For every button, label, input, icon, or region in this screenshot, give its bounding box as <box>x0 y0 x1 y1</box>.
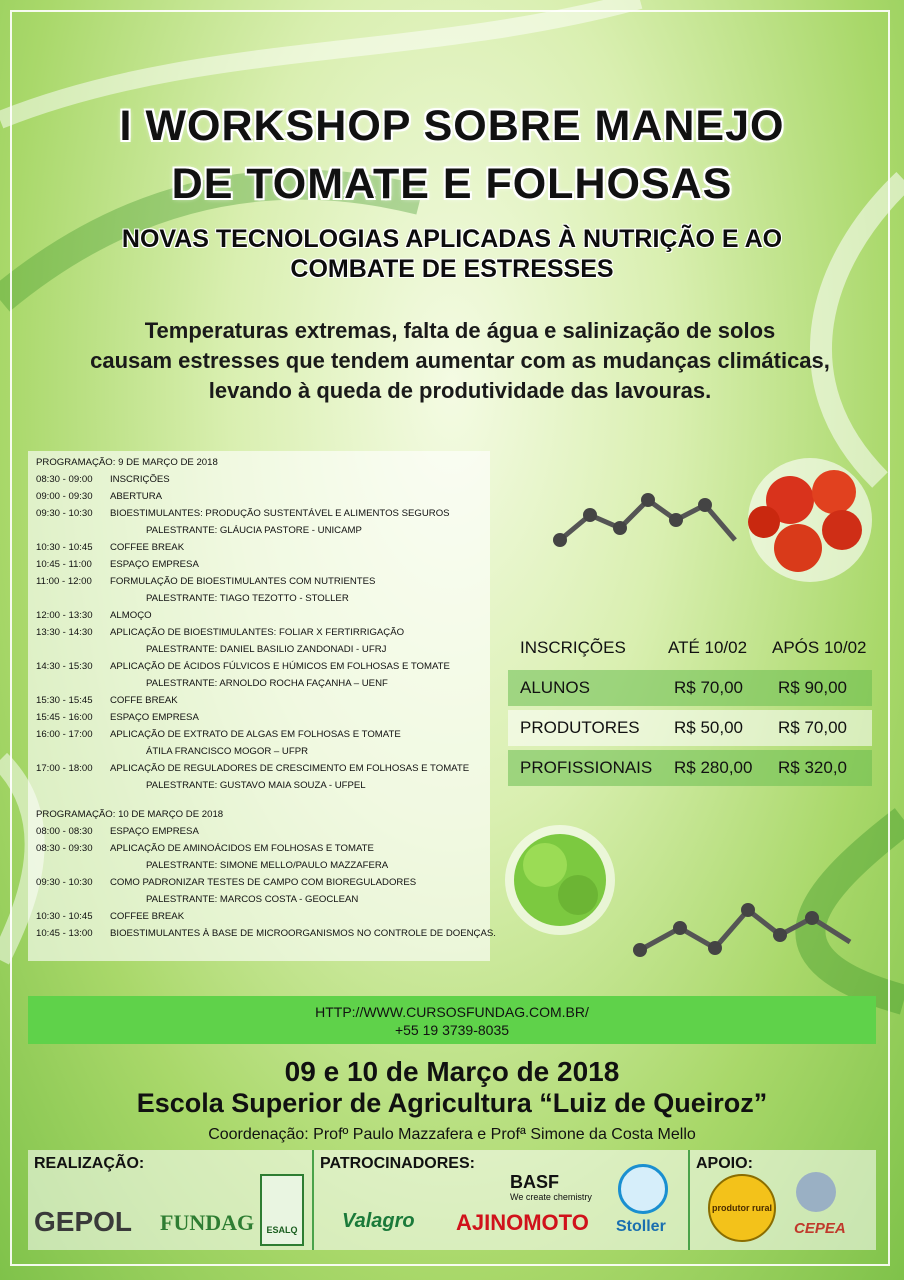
schedule-row <box>36 576 375 587</box>
schedule-activity: ALMOÇO <box>110 610 152 621</box>
title-line-2: DE TOMATE E FOLHOSAS <box>171 160 733 208</box>
schedule-speaker: PALESTRANTE: TIAGO TEZOTTO - STOLLER <box>146 593 349 604</box>
schedule-row <box>36 610 152 621</box>
schedule-speaker-row <box>36 746 308 757</box>
schedule-activity: BIOESTIMULANTES: PRODUÇÃO SUSTENTÁVEL E ALIMENTOS SEGUROS <box>110 508 450 519</box>
schedule-speaker-row <box>36 894 358 905</box>
schedule-row <box>36 729 401 740</box>
schedule-activity: INSCRIÇÕES <box>110 474 170 485</box>
schedule-time: 16:00 - 17:00 <box>36 729 93 740</box>
schedule-speaker: PALESTRANTE: ARNOLDO ROCHA FAÇANHA – UENF <box>146 678 388 689</box>
pricing-cell: ALUNOS <box>520 678 590 697</box>
pricing-row <box>508 750 872 786</box>
pricing-row <box>508 670 872 706</box>
schedule-speaker: PALESTRANTE: GUSTAVO MAIA SOUZA - UFPEL <box>146 780 366 791</box>
schedule-time: 09:30 - 10:30 <box>36 877 93 888</box>
stoller-icon <box>618 1164 668 1214</box>
pricing-cell: R$ 70,00 <box>778 718 847 737</box>
day1-header: PROGRAMAÇÃO: 9 DE MARÇO DE 2018 <box>36 457 218 468</box>
produtor-rural-logo: produtor rural <box>708 1174 776 1242</box>
schedule-row <box>36 911 184 922</box>
schedule-time: 09:30 - 10:30 <box>36 508 93 519</box>
schedule-row <box>36 712 199 723</box>
schedule-row <box>36 843 374 854</box>
schedule-speaker-row <box>36 593 349 604</box>
schedule-speaker: ÁTILA FRANCISCO MOGOR – UFPR <box>146 746 309 757</box>
schedule-speaker: PALESTRANTE: DANIEL BASILIO ZANDONADI - UFRJ <box>146 644 387 655</box>
schedule-activity: ESPAÇO EMPRESA <box>110 559 199 570</box>
schedule-activity: APLICAÇÃO DE ÁCIDOS FÚLVICOS E HÚMICOS EM FOLHOSAS E TOMATE <box>110 661 450 672</box>
intro-line-1: Temperaturas extremas, falta de água e salinização de solos <box>144 318 776 343</box>
pricing-cell: R$ 90,00 <box>778 678 847 697</box>
title-line-1: I WORKSHOP SOBRE MANEJO <box>119 102 785 150</box>
intro-line-2: causam estresses que tendem aumentar com as mudanças climáticas, <box>90 348 830 373</box>
schedule-time: 10:30 - 10:45 <box>36 911 93 922</box>
schedule-time: 08:30 - 09:00 <box>36 474 93 485</box>
patrocinadores-label: PATROCINADORES: <box>320 1155 475 1172</box>
schedule-activity: APLICAÇÃO DE AMINOÁCIDOS EM FOLHOSAS E TOMATE <box>110 843 374 854</box>
event-coordination: Coordenação: Profº Paulo Mazzafera e Profª Simone da Costa Mello <box>208 1126 696 1143</box>
schedule-speaker-row <box>36 678 388 689</box>
program-schedule <box>28 451 496 961</box>
schedule-time: 12:00 - 13:30 <box>36 610 93 621</box>
pricing-header-cell: APÓS 10/02 <box>772 638 867 657</box>
apoio-label: APOIO: <box>696 1155 753 1172</box>
pricing-cell: R$ 70,00 <box>674 678 743 697</box>
schedule-speaker-row <box>36 644 386 655</box>
schedule-row <box>36 627 404 638</box>
pricing-cell: R$ 280,00 <box>674 758 753 777</box>
schedule-activity: FORMULAÇÃO DE BIOESTIMULANTES COM NUTRIENTES <box>110 576 376 587</box>
schedule-time: 08:00 - 08:30 <box>36 826 93 837</box>
sponsor-divider <box>312 1150 314 1250</box>
gepol-logo: GEPOL <box>34 1206 133 1237</box>
subtitle-line-2: COMBATE DE ESTRESSES <box>290 255 614 283</box>
pricing-row <box>508 710 872 746</box>
sponsors-strip <box>28 1150 876 1250</box>
pricing-header-cell: ATÉ 10/02 <box>668 638 748 657</box>
schedule-activity: ABERTURA <box>110 491 163 502</box>
schedule-row <box>36 877 416 888</box>
pricing-header-cell: INSCRIÇÕES <box>520 638 626 657</box>
schedule-time: 15:45 - 16:00 <box>36 712 93 723</box>
schedule-time: 17:00 - 18:00 <box>36 763 93 774</box>
schedule-row <box>36 542 184 553</box>
schedule-row <box>36 763 469 774</box>
event-venue: Escola Superior de Agricultura “Luiz de Queiroz” <box>136 1088 768 1118</box>
schedule-row <box>36 559 199 570</box>
schedule-row <box>36 928 496 939</box>
schedule-time: 08:30 - 09:30 <box>36 843 93 854</box>
schedule-row <box>36 661 450 672</box>
pricing-cell: PRODUTORES <box>520 718 640 737</box>
schedule-row <box>36 826 199 837</box>
schedule-row <box>36 491 162 502</box>
subtitle-line-1: NOVAS TECNOLOGIAS APLICADAS À NUTRIÇÃO E AO <box>121 225 783 253</box>
schedule-time: 11:00 - 12:00 <box>36 576 92 587</box>
pricing-cell: R$ 320,0 <box>778 758 847 777</box>
event-date: 09 e 10 de Março de 2018 <box>284 1056 620 1087</box>
schedule-time: 13:30 - 14:30 <box>36 627 93 638</box>
pricing-table <box>508 628 872 800</box>
schedule-speaker: PALESTRANTE: SIMONE MELLO/PAULO MAZZAFERA <box>146 860 389 871</box>
schedule-activity: APLICAÇÃO DE REGULADORES DE CRESCIMENTO EM FOLHOSAS E TOMATE <box>110 763 470 774</box>
schedule-speaker-row <box>36 525 362 536</box>
schedule-time: 15:30 - 15:45 <box>36 695 93 706</box>
schedule-activity: APLICAÇÃO DE BIOESTIMULANTES: FOLIAR X FERTIRRIGAÇÃO <box>110 627 405 638</box>
schedule-activity: ESPAÇO EMPRESA <box>110 826 199 837</box>
cepea-globe-icon <box>796 1172 836 1212</box>
schedule-activity: BIOESTIMULANTES À BASE DE MICROORGANISMOS NO CONTROLE DE DOENÇAS. <box>110 928 496 939</box>
contact-bar <box>28 996 876 1044</box>
schedule-time: 10:45 - 11:00 <box>36 559 92 570</box>
schedule-time: 10:30 - 10:45 <box>36 542 93 553</box>
stoller-logo: Stoller <box>616 1218 666 1235</box>
fundag-logo: FUNDAG <box>160 1210 255 1235</box>
schedule-time: 10:45 - 13:00 <box>36 928 93 939</box>
website-link[interactable]: HTTP://WWW.CURSOSFUNDAG.COM.BR/ <box>315 1004 589 1020</box>
schedule-row <box>36 695 178 706</box>
cepea-logo: CEPEA <box>794 1220 846 1237</box>
basf-tagline: We create chemistry <box>510 1192 592 1202</box>
pricing-header <box>508 630 872 666</box>
schedule-time: 14:30 - 15:30 <box>36 661 93 672</box>
schedule-speaker-row <box>36 780 366 791</box>
schedule-speaker: PALESTRANTE: MARCOS COSTA - GEOCLEAN <box>146 894 359 905</box>
schedule-speaker: PALESTRANTE: GLÁUCIA PASTORE - UNICAMP <box>146 525 362 536</box>
schedule-activity: COFFEE BREAK <box>110 542 185 553</box>
realizacao-label: REALIZAÇÃO: <box>34 1155 145 1172</box>
schedule-time: 09:00 - 09:30 <box>36 491 93 502</box>
pricing-cell: PROFISSIONAIS <box>520 758 653 777</box>
schedule-activity: ESPAÇO EMPRESA <box>110 712 199 723</box>
pricing-cell: R$ 50,00 <box>674 718 743 737</box>
schedule-activity: COFFEE BREAK <box>110 911 185 922</box>
schedule-row <box>36 474 170 485</box>
schedule-activity: COFFE BREAK <box>110 695 178 706</box>
phone-number: +55 19 3739-8035 <box>394 1022 510 1038</box>
schedule-speaker-row <box>36 860 388 871</box>
schedule-activity: COMO PADRONIZAR TESTES DE CAMPO COM BIOREGULADORES <box>110 877 417 888</box>
basf-logo: BASF <box>510 1172 559 1192</box>
esalq-logo: ESALQ <box>260 1174 304 1246</box>
schedule-activity: APLICAÇÃO DE EXTRATO DE ALGAS EM FOLHOSAS E TOMATE <box>110 729 401 740</box>
intro-line-3: levando à queda de produtividade das lavouras. <box>208 378 712 403</box>
schedule-row <box>36 508 450 519</box>
sponsor-divider <box>688 1150 690 1250</box>
day2-header: PROGRAMAÇÃO: 10 DE MARÇO DE 2018 <box>36 809 224 820</box>
valagro-logo: Valagro <box>342 1210 415 1232</box>
ajinomoto-logo: AJINOMOTO <box>456 1210 589 1235</box>
